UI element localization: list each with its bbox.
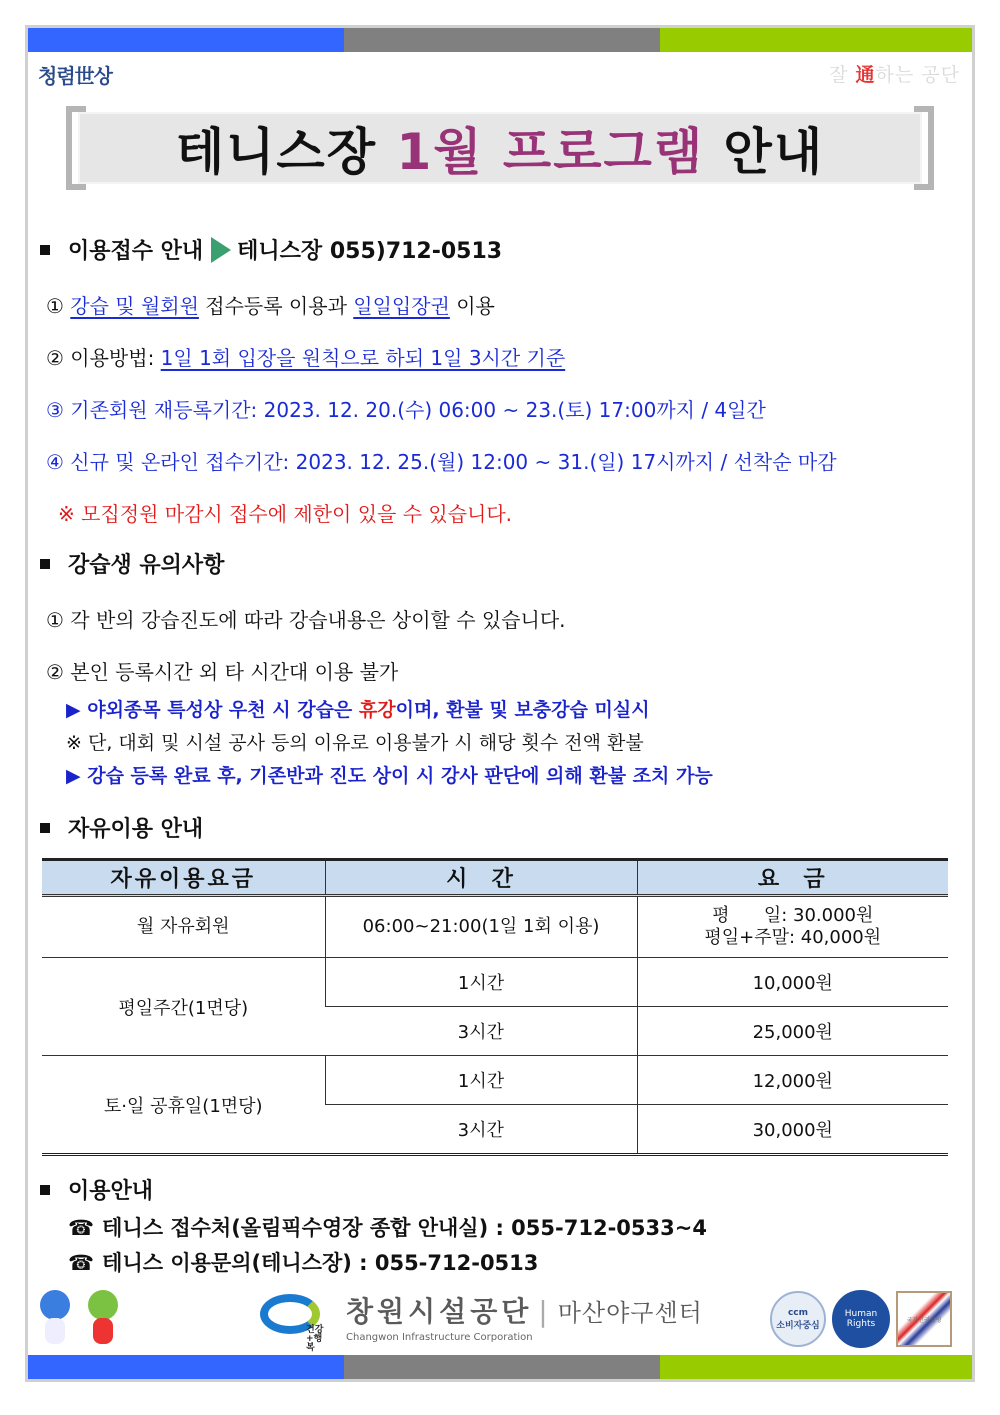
ccm-badge-icon: ccm 소비자중심 [770,1291,826,1347]
section-heading-student-notes: 강습생 유의사항 [40,548,224,579]
blue-mascot-icon [36,1290,74,1348]
capacity-notice: ※ 모집정원 마감시 접수에 제한이 있을 수 있습니다. [58,502,513,526]
registration-item-1: ① 강습 및 월회원 접수등록 이용과 일일입장권 이용 [46,294,495,318]
student-note-2: ② 본인 등록시간 외 타 시간대 이용 불가 [46,660,399,684]
arrow-right-icon [211,237,231,263]
human-rights-badge-icon: Human Rights [832,1290,890,1348]
rain-cancellation-note: ▶ 야외종목 특성상 우천 시 강습은 휴강이며, 환불 및 보충강습 미실시 [66,699,650,721]
registration-item-3: ③ 기존회원 재등록기간: 2023. 12. 20.(수) 06:00 ~ 23.(토) 17:00까지 / 4일간 [46,398,766,422]
lessons-monthly-link[interactable]: 강습 및 월회원 [70,294,199,318]
square-bullet-icon [40,245,50,255]
section-heading-free-use: 자유이용 안내 [40,812,203,843]
page-title: 테니스장 1월 프로그램 안내 [78,112,922,184]
column-header-time: 시 간 [325,860,637,896]
tennis-inquiry-contact: ☎ 테니스 이용문의(테니스장) : 055-712-0513 [68,1251,539,1275]
square-bullet-icon [40,823,50,833]
green-mascot-icon [84,1290,122,1348]
top-color-bar [28,28,972,52]
document-page [25,25,975,1382]
reception-contact: ☎ 테니스 접수처(올림픽수영장 종합 안내실) : 055-712-0533~4 [68,1216,707,1240]
mascot-characters [36,1290,122,1348]
square-bullet-icon [40,1185,50,1195]
changwon-corp-logo: 건강 +행복 창원시설공단 | 마산야구센터 Changwon Infrastructure Corporation [260,1290,703,1344]
corp-swoosh-icon: 건강 +행복 [260,1290,330,1344]
certification-badges [770,1290,952,1348]
page-title-box [66,106,934,190]
usage-method-link[interactable]: 1일 1회 입장을 원칙으로 하되 1일 3시간 기준 [160,346,566,370]
table-row: 3시간 25,000원 [42,1007,948,1056]
national-flag-badge-icon: 국가인권경영 [896,1291,952,1347]
bottom-color-bar [28,1355,972,1379]
phone-icon: ☎ [68,1251,95,1275]
clean-world-logo: 청렴世상 [38,64,112,88]
square-bullet-icon [40,559,50,569]
column-header-fee: 요 금 [637,860,948,896]
phone-icon: ☎ [68,1216,95,1240]
slogan-logo: 잘 通하는 공단 [829,64,960,86]
class-change-refund-note: ▶ 강습 등록 완료 후, 기존반과 진도 상이 시 강사 판단에 의해 환불 조치 가능 [66,765,713,787]
table-row: 3시간 30,000원 [42,1105,948,1155]
column-header-category: 자유이용요금 [42,860,325,896]
student-note-1: ① 각 반의 강습진도에 따라 강습내용은 상이할 수 있습니다. [46,608,566,632]
section-heading-registration: 이용접수 안내 테니스장 055)712-0513 [40,234,502,265]
table-row: 월 자유회원 06:00~21:00(1일 1회 이용) 평 일: 30.000원 평일+주말: 40,000원 [42,896,948,958]
refund-exception-note: ※ 단, 대회 및 시설 공사 등의 이유로 이용불가 시 해당 횟수 전액 환불 [66,732,644,754]
section-heading-usage-info: 이용안내 [40,1174,153,1205]
registration-item-4: ④ 신규 및 온라인 접수기간: 2023. 12. 25.(월) 12:00 ~ 31.(일) 17시까지 / 선착순 마감 [46,450,837,474]
registration-item-2: ② 이용방법: 1일 1회 입장을 원칙으로 하되 1일 3시간 기준 [46,346,566,370]
table-row: 토·일 공휴일(1면당) 1시간 12,000원 [42,1056,948,1105]
table-row: 평일주간(1면당) 1시간 10,000원 [42,958,948,1007]
daily-pass-link[interactable]: 일일입장권 [353,294,450,318]
free-use-fee-table [42,858,948,1156]
